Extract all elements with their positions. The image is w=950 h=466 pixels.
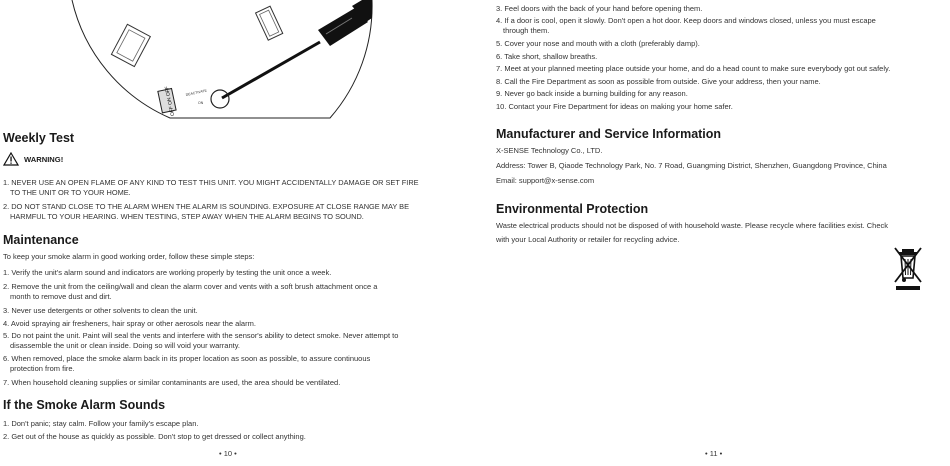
alarm-sounds-title: If the Smoke Alarm Sounds [3, 398, 166, 412]
maintenance-line: 1. Verify the unit's alarm sound and indicators are working properly by testing the unit once a week. [3, 268, 332, 277]
maintenance-line: 2. Remove the unit from the ceiling/wall and clean the alarm cover and vents with a soft brush attachment once a [3, 282, 378, 291]
weekly-test-line: TO THE UNIT OR TO YOUR HOME. [10, 188, 131, 197]
escape-step-line: 4. If a door is cool, open it slowly. Don't open a hot door. Keep doors and windows closed, unless you must escape [496, 16, 876, 25]
warning-label: WARNING! [24, 154, 64, 164]
escape-step-line: 6. Take short, shallow breaths. [496, 52, 598, 61]
weekly-test-title: Weekly Test [3, 131, 75, 145]
escape-step-line: 9. Never go back inside a burning building for any reason. [496, 89, 688, 98]
maintenance-line: 3. Never use detergents or other solvents to clean the unit. [3, 306, 198, 315]
illustration-label-deactivate: DEACTIVATE [185, 88, 208, 97]
smoke-alarm-illustration [0, 0, 475, 130]
manufacturer-line: X-SENSE Technology Co., LTD. [496, 146, 603, 155]
weekly-test-line: 1. NEVER USE AN OPEN FLAME OF ANY KIND TO TEST THIS UNIT. YOU MIGHT ACCIDENTALLY DAMAGE OR SET FIRE [3, 178, 419, 187]
escape-step-line: 10. Contact your Fire Department for ideas on making your home safer. [496, 102, 733, 111]
weekly-test-line: 2. DO NOT STAND CLOSE TO THE ALARM WHEN THE ALARM IS SOUNDING. EXPOSURE AT CLOSE RANGE MAY BE [3, 202, 410, 211]
warning-triangle-icon [3, 152, 19, 166]
maintenance-line: 7. When household cleaning supplies or similar contaminants are used, the area should be ventilated. [3, 378, 341, 387]
escape-step-line: 3. Feel doors with the back of your hand before opening them. [496, 4, 703, 13]
escape-step-line: through them. [503, 26, 550, 35]
maintenance-line: 4. Avoid spraying air fresheners, hair spray or other aerosols near the alarm. [3, 319, 256, 328]
escape-step-line: 5. Cover your nose and mouth with a cloth (preferably damp). [496, 39, 700, 48]
illustration-label-on: ON [198, 101, 204, 105]
maintenance-line: protection from fire. [10, 364, 75, 373]
manufacturer-line: Email: support@x-sense.com [496, 176, 595, 185]
environment-title: Environmental Protection [496, 202, 649, 216]
escape-step-line: 7. Meet at your planned meeting place outside your home, and do a head count to make sure everybody got out safely. [496, 64, 891, 73]
environment-line: Waste electrical products should not be disposed of with household waste. Please recycle where facilities exist. Check [496, 221, 889, 230]
weekly-test-line: HARMFUL TO YOUR HEARING. WHEN TESTING, STEP AWAY WHEN THE ALARM BEGINS TO SOUND. [10, 212, 364, 221]
environment-line: with your Local Authority or retailer for recycling advice. [496, 235, 680, 244]
maintenance-line: month to remove dust and dirt. [10, 292, 112, 301]
escape-step-line: 8. Call the Fire Department as soon as possible from outside. Give your address, then your name. [496, 77, 821, 86]
warning-callout [3, 152, 63, 166]
screwdriver-icon [211, 0, 372, 108]
manufacturer-line: Address: Tower B, Qiaode Technology Park, No. 7 Road, Guangming District, Shenzhen, Guangdong Province, China [496, 161, 887, 170]
page-number-left: • 10 • [219, 449, 237, 458]
weee-crossed-bin-icon [893, 246, 923, 292]
maintenance-title: Maintenance [3, 233, 79, 247]
switch-text: OFF ON OFF [164, 85, 177, 117]
maintenance-line: 6. When removed, place the smoke alarm back in its proper location as soon as possible, to assure continuous [3, 354, 371, 363]
maintenance-intro: To keep your smoke alarm in good working order, follow these simple steps: [3, 252, 255, 261]
manufacturer-title: Manufacturer and Service Information [496, 127, 722, 141]
alarm-sounds-line: 2. Get out of the house as quickly as possible. Don't stop to get dressed or collect anything. [3, 432, 306, 441]
maintenance-line: 5. Do not paint the unit. Paint will seal the vents and interfere with the sensor's ability to detect smoke. Never attempt to [3, 331, 399, 340]
right-page [475, 0, 950, 466]
maintenance-line: disassemble the unit or clean inside. Doing so will void your warranty. [10, 341, 240, 350]
page-number-right: • 11 • [705, 449, 723, 458]
alarm-sounds-line: 1. Don't panic; stay calm. Follow your family's escape plan. [3, 419, 199, 428]
